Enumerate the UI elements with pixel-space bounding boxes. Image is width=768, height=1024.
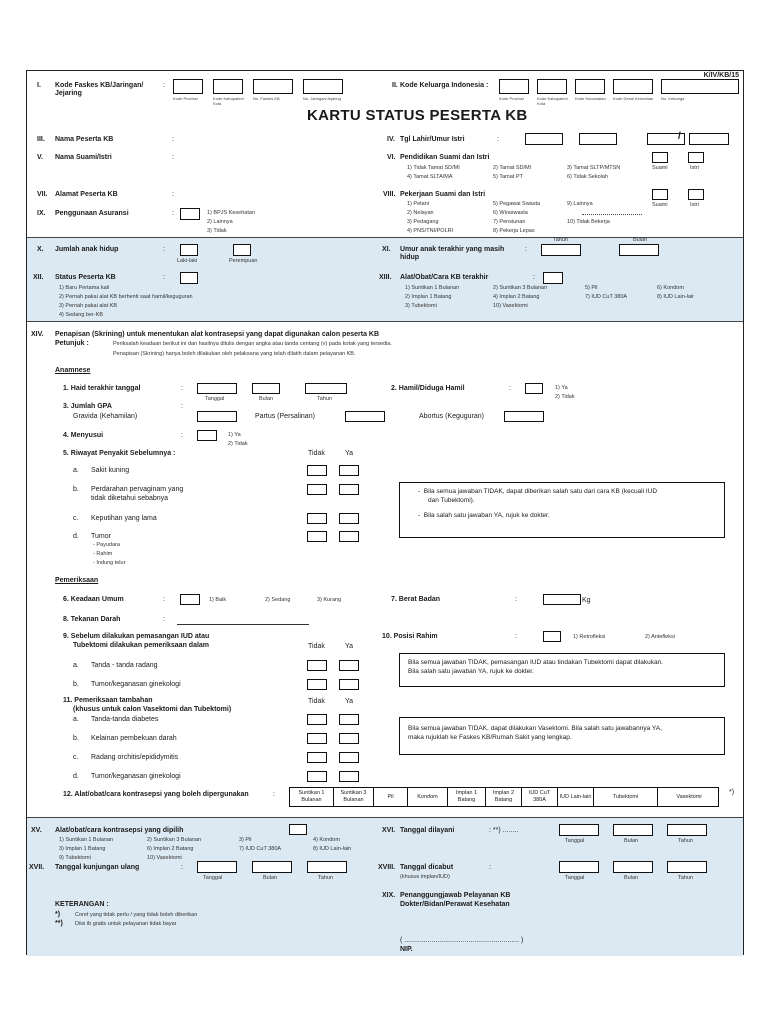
service-month-box[interactable] bbox=[613, 824, 653, 836]
family-province-code-box[interactable] bbox=[499, 79, 529, 94]
child-age-months-box[interactable] bbox=[619, 244, 659, 256]
breastfeeding-box[interactable] bbox=[197, 430, 217, 441]
children-female-box[interactable] bbox=[233, 244, 251, 256]
insurance-label: Penggunaan Asuransi bbox=[55, 210, 129, 217]
option-implan-1[interactable]: Implan 1 Batang bbox=[448, 788, 486, 806]
jaundice-no-box[interactable] bbox=[307, 465, 327, 476]
notes-heading: KETERANGAN : bbox=[55, 901, 109, 908]
other-occupation-line[interactable] bbox=[582, 214, 642, 215]
option-tubektomi[interactable]: Tubektomi bbox=[594, 788, 658, 806]
participant-name-label: Nama Peserta KB bbox=[55, 136, 114, 143]
gyn-tumor-no-box[interactable] bbox=[307, 679, 327, 690]
family-regency-code-box[interactable] bbox=[537, 79, 567, 94]
instruction-text: Penapisan (Skrining) hanya boleh dilakukan oleh pelaksana yang telah dilatih dalam pelayanan KB. bbox=[113, 351, 356, 357]
education-wife-box[interactable] bbox=[688, 152, 704, 163]
orchitis-no-box[interactable] bbox=[307, 752, 327, 763]
youngest-child-age-label: Umur anak terakhir yang masih hidup bbox=[400, 246, 505, 261]
blood-pressure-line[interactable] bbox=[177, 624, 309, 625]
responsible-person-label: Penanggungjawab Pelayanan KB bbox=[400, 892, 511, 899]
chosen-contraceptive-box[interactable] bbox=[289, 824, 307, 835]
service-date-label: Tanggal dilayani bbox=[400, 827, 455, 834]
allowed-contraceptives-table bbox=[289, 787, 719, 807]
child-age-years-box[interactable] bbox=[541, 244, 581, 256]
general-condition-box[interactable] bbox=[180, 594, 200, 605]
section-number: I. bbox=[37, 82, 41, 89]
signature-line[interactable]: ( ........................................................... ) bbox=[400, 937, 524, 944]
anamnese-heading: Anamnese bbox=[55, 367, 91, 374]
revisit-month-box[interactable] bbox=[252, 861, 292, 873]
gpa-label: 3. Jumlah GPA bbox=[63, 403, 112, 410]
birth-month-box[interactable] bbox=[579, 133, 617, 145]
nip-label: NIP. bbox=[400, 946, 413, 953]
faskes-code-label: Kode Faskes KB/Jaringan/ Jejaring bbox=[55, 82, 144, 97]
inflammation-no-box[interactable] bbox=[307, 660, 327, 671]
diabetes-no-box[interactable] bbox=[307, 714, 327, 725]
faskes-number-box[interactable] bbox=[253, 79, 293, 94]
education-label: Pendidikan Suami dan Istri bbox=[400, 154, 490, 161]
removal-date-label: Tanggal dicabut bbox=[400, 864, 454, 871]
period-year-box[interactable] bbox=[305, 383, 347, 394]
occupation-wife-box[interactable] bbox=[688, 189, 704, 200]
faskes-network-number-box[interactable] bbox=[303, 79, 343, 94]
tumor-yes-box[interactable] bbox=[339, 531, 359, 542]
abortus-box[interactable] bbox=[504, 411, 544, 422]
period-day-box[interactable] bbox=[197, 383, 237, 394]
option-iud-lain[interactable]: IUD Lain-lain bbox=[558, 788, 594, 806]
bleeding-yes-box[interactable] bbox=[339, 484, 359, 495]
removal-day-box[interactable] bbox=[559, 861, 599, 873]
screening-note-box: - Bila semua jawaban TIDAK, dapat diberikan salah satu dari cara KB (kecuali IUD dan Tubektomi). - Bila salah satu jawaban YA, rujuk ke dokter. bbox=[399, 482, 725, 538]
option-kondom[interactable]: Kondom bbox=[408, 788, 448, 806]
section-number: II. bbox=[392, 82, 398, 89]
faskes-province-code-box[interactable] bbox=[173, 79, 203, 94]
pregnant-box[interactable] bbox=[525, 383, 543, 394]
insurance-box[interactable] bbox=[180, 208, 200, 220]
service-day-box[interactable] bbox=[559, 824, 599, 836]
education-husband-box[interactable] bbox=[652, 152, 668, 163]
jaundice-yes-box[interactable] bbox=[339, 465, 359, 476]
occupation-husband-box[interactable] bbox=[652, 189, 668, 200]
birth-day-box[interactable] bbox=[525, 133, 563, 145]
examination-heading: Pemeriksaan bbox=[55, 577, 99, 584]
weight-box[interactable] bbox=[543, 594, 581, 605]
inflammation-yes-box[interactable] bbox=[339, 660, 359, 671]
address-label: Alamat Peserta KB bbox=[55, 191, 118, 198]
breastfeeding-label: 4. Menyusui bbox=[63, 432, 104, 439]
tumor-no-box[interactable] bbox=[307, 531, 327, 542]
weight-label: 7. Berat Badan bbox=[391, 596, 441, 603]
chosen-contraceptive-label: Alat/obat/cara kontrasepsi yang dipilih bbox=[55, 827, 184, 834]
option-vasektomi[interactable]: Vasektomi bbox=[676, 793, 702, 800]
bleeding-no-box[interactable] bbox=[307, 484, 327, 495]
clotting-yes-box[interactable] bbox=[339, 733, 359, 744]
malignancy-yes-box[interactable] bbox=[339, 771, 359, 782]
family-code-label: Kode Keluarga Indonesia : bbox=[400, 82, 489, 89]
last-contraceptive-box[interactable] bbox=[543, 272, 563, 284]
revisit-day-box[interactable] bbox=[197, 861, 237, 873]
uterus-position-label: 10. Posisi Rahim bbox=[382, 633, 438, 640]
faskes-regency-code-box[interactable] bbox=[213, 79, 243, 94]
option-implan-2[interactable]: Implan 2 Batang bbox=[486, 788, 522, 806]
allowed-contraceptives-label: 12. Alat/obat/cara kontrasepsi yang boleh dipergunakan bbox=[63, 791, 249, 798]
gyn-tumor-yes-box[interactable] bbox=[339, 679, 359, 690]
option-iud-cut[interactable]: IUD CuT 380A bbox=[522, 788, 558, 806]
revisit-year-box[interactable] bbox=[307, 861, 347, 873]
spouse-name-label: Nama Suami/Istri bbox=[55, 154, 112, 161]
removal-year-box[interactable] bbox=[667, 861, 707, 873]
last-period-label: 1. Haid terakhir tanggal bbox=[63, 385, 141, 392]
revisit-date-label: Tanggal kunjungan ulang bbox=[55, 864, 140, 871]
general-condition-label: 6. Keadaan Umum bbox=[63, 596, 124, 603]
vasectomy-note-box: Bila semua jawaban TIDAK, dapat dilakukan Vasektomi. Bila salah satu jawabannya YA, maka rujuklah ke Faskes KB/Rumah Sakit yang lengkap. bbox=[399, 717, 725, 755]
form-frame: K/IV/KB/15 I. Kode Faskes KB/Jaringan/ Jejaring : Kode Provinsi Kode Kabupaten/ Kota No. Faskes KB No. Jaringan/Jejaring II. Kode Keluarga Indonesia : Kode Provinsi Kode Kabupaten/ Kota Kode Kecamatan Kode Desa/ Kelurahan No. Keluarga KARTU STATUS PESERTA KB III. Nama Peserta KB : IV. Tgl Lahir/Umur Istri : / V. Nama Suami/Istri : VI. Pendidikan Suami dan Istri 1) Tidak Tamat SD/MI 2) Tamat SD/MI 3) Tamat SLTP/MTSN Suami Istri 4) Tamat SLTA/MA 5) Tamat PT 6) Tidak Sekolah VII. Alamat Peserta KB : VIII. Pekerjaan Suami dan Istri 1) Petani 5) Pegawai Swasta 9) Lainnya Suami Istri 2) Nelayan 6) Wiraswasta 3) Pedagang 7) Pensiunan 10) Tidak Bekerja 4) PNS/TNI/POLRI 8) Pekerja Lepas IX. Penggunaan Asuransi : 1) BPJS Kesehatan 2) Lainnya 3) Tidak X. Jumlah anak hidup : Laki-laki Perempuan XI. Umur anak terakhir yang masih hidup : Tahun Bulan XII. Status Peserta KB : 1) Baru Pertama kali 2) Pernah pakai alat KB berhenti saat hamil/keguguran 3) Pernah pakai alat KB 4) Sedang ber-KB XIII. Alat/Obat/Cara KB terakhir : 1) Suntikan 1 Bulanan 2) Implan 1 Batang 3) Tubektomi 2) Suntikan 3 Bulanan 4) Implan 2 Batang 10) Vasektomi 5) Pil 7) IUD CuT 380A 6) Kondom 8) IUD Lain-lair XIV. Penapisan (Skrining) untuk menentukan alat kontrasepsi yang dapat digunakan calon peserta KB Petunjuk : Periksalah keadaan berikut ini dan hasilnya ditulis dengan angka atau tanda centang (v) pada kotak yang tersedia. Penapisan (Skrining) hanya boleh dilakukan oleh pelaksana yang telah dilatih dalam pelayanan KB. Anamnese 1. Haid terakhir tanggal : Tanggal Bulan Tahun 2. Hamil/Diduga Hamil : 1) Ya 2) Tidak 3. Jumlah GPA : Gravida (Kehamilan) Partus (Persalinan) Abortus (Keguguran) 4. Menyusui : 1) Ya 2) Tidak 5. Riwayat Penyakit Sebelumnya : Tidak Ya a. Sakit kuning b. Perdarahan pervaginam yang tidak diketahui sebabnya c. Keputihan yang lama d. Tumor - Payudara - Rahim - Indung telur - Bila semua jawaban TIDAK, dapat diberikan salah satu dari cara KB (kecuali IUD dan Tubektomi). - Bila salah satu jawaban YA, rujuk ke dokter. Pemeriksaan 6. Keadaan Umum : 1) Baik 2) Sedang 3) Kurang 7. Berat Badan : Kg 8. Tekanan Darah : 9. Sebelum dilakukan pemasangan IUD atau Tubektomi dilakukan pemeriksaan dalam Tidak Ya a. Tanda - tanda radang b. Tumor/keganasan ginekologi 10. Posisi Rahim : 1) Retrofleksi 2) Antefleksi Bila semua jawaban TIDAK, pemasangan IUD atau tindakan Tubektomi dapat dilakukan. Bila salah satu jawaban YA, rujuk ke dokter. 11. Pemeriksaan tambahan (khusus untuk calon Vasektomi dan Tubektomi) Tidak Ya a. Tanda-tanda diabetes b. Kelainan pembekuan darah c. Radang orchitis/epididymitis d. Tumor/keganasan ginekologi Bila semua jawaban TIDAK, dapat dilakukan Vasektomi. Bila salah satu jawabannya YA, maka rujuklah ke Faskes KB/Rumah Sakit yang lengkap. 12. Alat/obat/cara kontrasepsi yang boleh dipergunakan : Suntikan 1 Bulanan Suntikan 3 Bulanan Pil Kondom Implan 1 Batang Implan 2 Batang IUD CuT 380A IUD Lain-lain Tubektomi Vasektomi *) XV. Alat/obat/cara kontrasepsi yang dipilih 1) Suntikan 1 Bulanan 3) Implan 1 Batang 9) Tubektomi 2) Suntikan 3 Bulanan 6) Implan 2 Batang 10) Vasektomi 3) Pil 7) IUD CuT 380A 4) Kondom 8) IUD Lain-lain XVI. Tanggal dilayani : **) ........ Tanggal Bulan Tahun XVII. Tanggal kunjungan ulang : Tanggal Bulan Tahun XVIII. Tanggal dicabut : (khusus implan/IUD) Tanggal Bulan Tahun XIX. Penanggungjawab Pelayanan KB Dokter/Bidan/Perawat Kesehatan KETERANGAN : *) Coret yang tidak perlu / yang tidak boleh diberikan **) Diisi ib gratis untuk pelayanan tidak bayar ( ........................................................... ) NIP. bbox=[26, 70, 744, 955]
uterus-position-box[interactable] bbox=[543, 631, 561, 642]
last-contraceptive-label: Alat/Obat/Cara KB terakhir bbox=[400, 274, 489, 281]
instruction-text: Periksalah keadaan berikut ini dan hasilnya ditulis dengan angka atau tanda centang (v) pada kotak yang tersedia. bbox=[113, 341, 392, 347]
discharge-yes-box[interactable] bbox=[339, 513, 359, 524]
internal-exam-label: 9. Sebelum dilakukan pemasangan IUD atau bbox=[63, 633, 210, 640]
page-title: KARTU STATUS PESERTA KB bbox=[307, 107, 528, 124]
occupation-label: Pekerjaan Suami dan Istri bbox=[400, 191, 486, 198]
iud-note-box: Bila semua jawaban TIDAK, pemasangan IUD atau tindakan Tubektomi dapat dilakukan. Bila salah satu jawaban YA, rujuk ke dokter. bbox=[399, 653, 725, 687]
blood-pressure-label: 8. Tekanan Darah bbox=[63, 616, 121, 623]
family-number-box[interactable] bbox=[661, 79, 739, 94]
form-code: K/IV/KB/15 bbox=[703, 72, 739, 79]
birthdate-label: Tgl Lahir/Umur Istri bbox=[400, 136, 465, 143]
medical-history-label: 5. Riwayat Penyakit Sebelumnya : bbox=[63, 450, 176, 457]
gravida-box[interactable] bbox=[197, 411, 237, 422]
option-suntik-1[interactable]: Suntikan 1 Bulanan bbox=[290, 788, 334, 806]
partus-box[interactable] bbox=[345, 411, 385, 422]
additional-exam-label: 11. Pemeriksaan tambahan bbox=[63, 697, 153, 704]
family-district-code-box[interactable] bbox=[575, 79, 605, 94]
kb-status-label: Status Peserta KB bbox=[55, 274, 116, 281]
period-month-box[interactable] bbox=[252, 383, 280, 394]
family-village-code-box[interactable] bbox=[613, 79, 653, 94]
kb-status-box[interactable] bbox=[180, 272, 198, 284]
orchitis-yes-box[interactable] bbox=[339, 752, 359, 763]
children-male-box[interactable] bbox=[180, 244, 198, 256]
clotting-no-box[interactable] bbox=[307, 733, 327, 744]
pregnant-label: 2. Hamil/Diduga Hamil bbox=[391, 385, 465, 392]
discharge-no-box[interactable] bbox=[307, 513, 327, 524]
option-suntik-3[interactable]: Suntikan 3 Bulanan bbox=[334, 788, 374, 806]
living-children-label: Jumlah anak hidup bbox=[55, 246, 119, 253]
option-pil[interactable]: Pil bbox=[374, 788, 408, 806]
age-box[interactable] bbox=[689, 133, 729, 145]
service-year-box[interactable] bbox=[667, 824, 707, 836]
removal-month-box[interactable] bbox=[613, 861, 653, 873]
malignancy-no-box[interactable] bbox=[307, 771, 327, 782]
screening-title: Penapisan (Skrining) untuk menentukan alat kontrasepsi yang dapat digunakan calon peserta KB bbox=[55, 331, 380, 338]
diabetes-yes-box[interactable] bbox=[339, 714, 359, 725]
